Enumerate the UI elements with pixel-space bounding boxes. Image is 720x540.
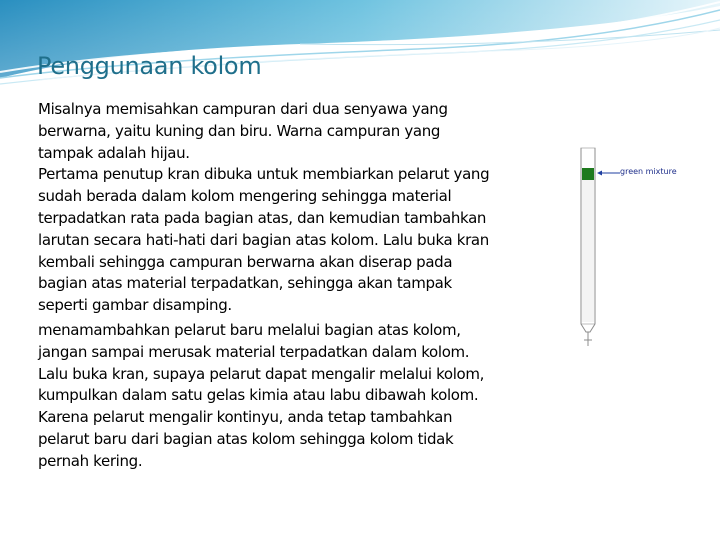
green-mixture-label: green mixture [620, 167, 677, 176]
slide-title: Penggunaan kolom [37, 52, 262, 80]
paragraph-elution: menamambahkan pelarut baru melalui bagian atas kolom, jangan sampai merusak material terpadatkan dalam kolom. Lalu buka kran, supaya pelarut dapat mengalir melalui kolom, kumpulkan dalam satu gelas kimia atau labu dibawah kolom. Karena pelarut mengalir kontinyu, anda tetap tambahkan pelarut baru dari bagian atas kolom sehingga kolom tidak pernah kering. [38, 320, 485, 470]
column-tip [581, 324, 595, 332]
paragraph-intro: Misalnya memisahkan campuran dari dua senyawa yang berwarna, yaitu kuning dan biru. Warna campuran yang tampak adalah hijau. [38, 100, 448, 162]
label-arrowhead [597, 171, 602, 176]
chromatography-column-figure [576, 146, 686, 351]
packed-material [582, 180, 594, 322]
green-mixture-band [582, 168, 594, 180]
paragraph-procedure: Pertama penutup kran dibuka untuk membiarkan pelarut yang sudah berada dalam kolom mengering sehingga material terpadatkan rata pada bagian atas, dan kemudian tambahkan larutan secara hati-hati dari bagian atas kolom. Lalu buka kran kembali sehingga campuran berwarna akan diserap pada bagian atas material terpadatkan, sehingga akan tampak seperti gambar disamping. [38, 165, 490, 315]
body-text [38, 99, 528, 473]
